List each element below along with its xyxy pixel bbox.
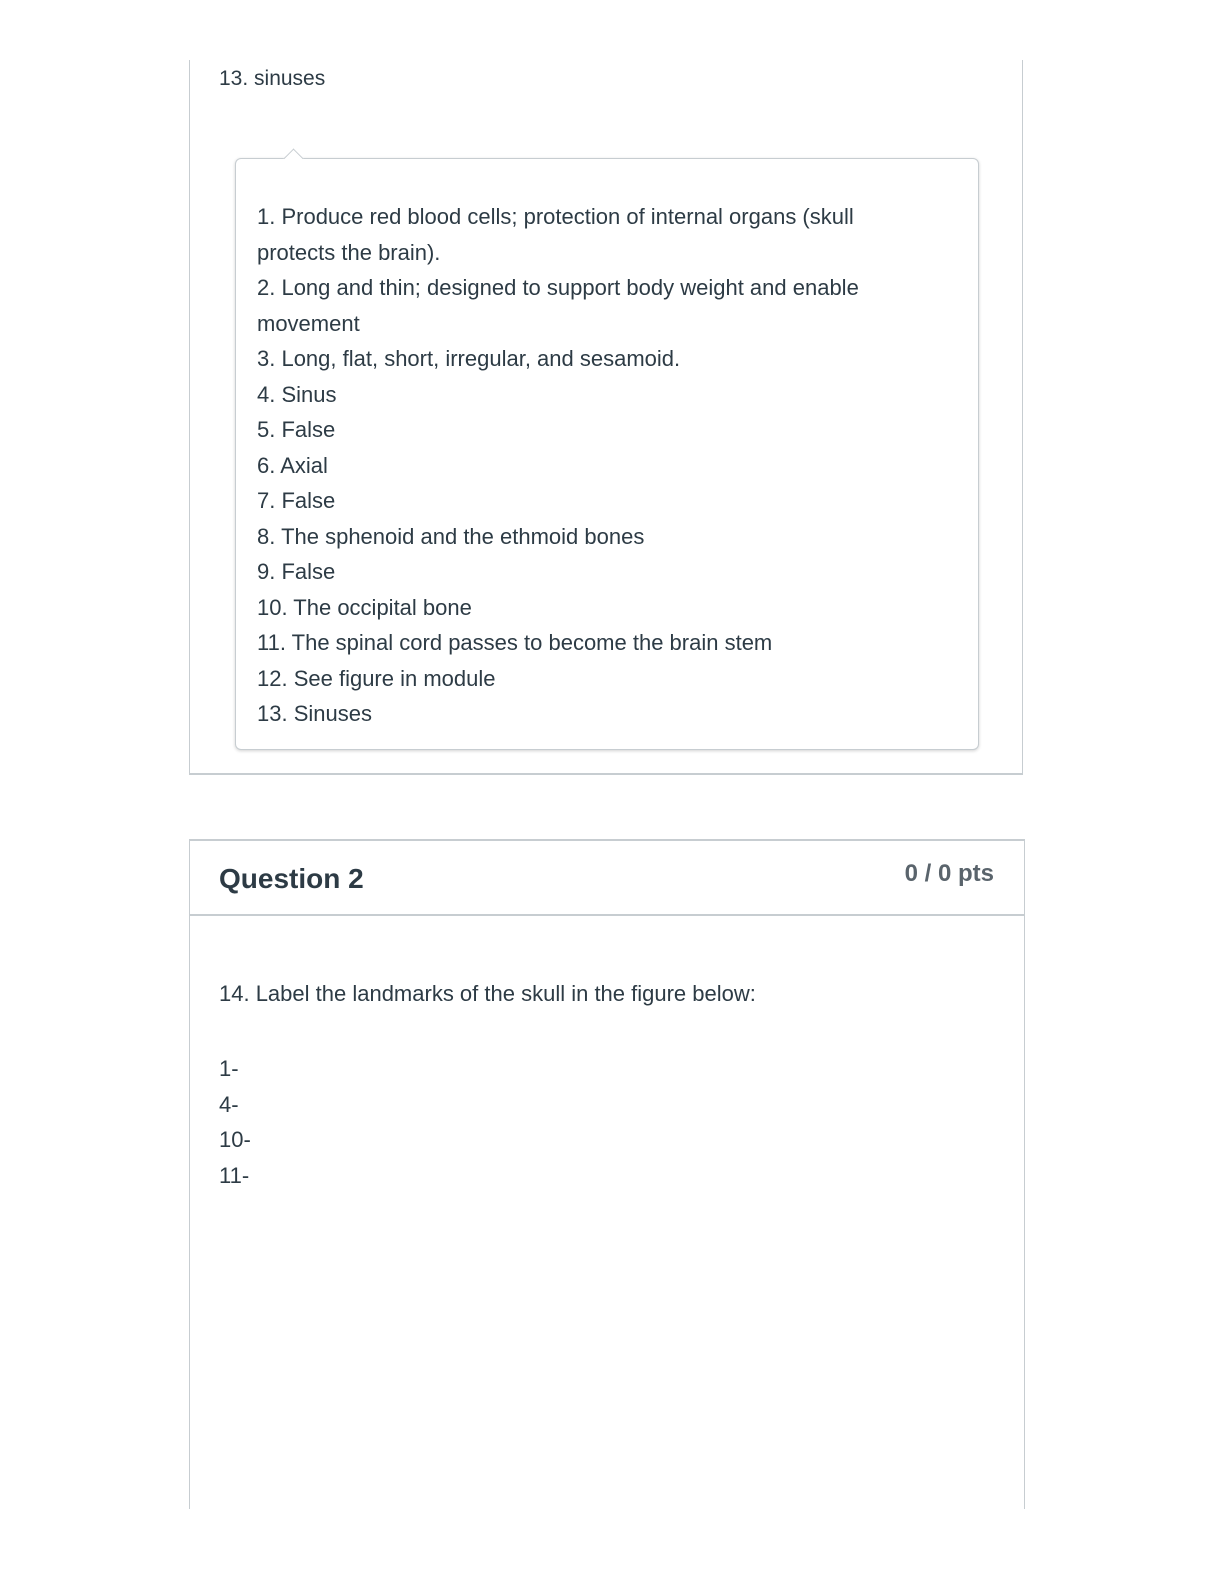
grader-comment-box xyxy=(235,158,979,750)
landmark-label: 10- xyxy=(219,1127,251,1152)
student-answer: 13. sinuses xyxy=(219,67,326,90)
question-points: 0 / 0 pts xyxy=(904,860,994,887)
comment-item: 9. False xyxy=(257,559,336,584)
question-prompt: 14. Label the landmarks of the skull in the figure below: xyxy=(219,981,756,1006)
landmark-label-list xyxy=(219,1051,251,1193)
comment-item: 11. The spinal cord passes to become the brain stem xyxy=(257,630,773,655)
comment-item: 4. Sinus xyxy=(257,381,337,407)
landmark-label: 11- xyxy=(219,1162,250,1188)
comment-item: 1. Produce red blood cells; protection of internal organs (skull protects the brain). xyxy=(257,204,854,265)
comment-item: 3. Long, flat, short, irregular, and sesamoid. xyxy=(257,346,681,371)
comment-item: 2. Long and thin; designed to support body weight and enable movement xyxy=(257,275,859,336)
question-1-card xyxy=(189,60,1023,775)
comment-item: 8. The sphenoid and the ethmoid bones xyxy=(257,523,645,549)
question-title: Question 2 xyxy=(219,863,364,894)
question-2-card xyxy=(189,839,1025,1509)
comment-item: 7. False xyxy=(257,488,336,513)
question-header xyxy=(190,841,1024,916)
landmark-label: 4- xyxy=(219,1091,239,1117)
comment-item: 12. See figure in module xyxy=(257,665,496,691)
comment-answer-list xyxy=(257,199,917,732)
landmark-label: 1- xyxy=(219,1056,239,1081)
comment-pointer-arrow xyxy=(282,146,306,159)
comment-item: 6. Axial xyxy=(257,452,328,478)
comment-item: 10. The occipital bone xyxy=(257,594,472,620)
comment-item: 13. Sinuses xyxy=(257,701,372,726)
comment-item: 5. False xyxy=(257,417,336,442)
